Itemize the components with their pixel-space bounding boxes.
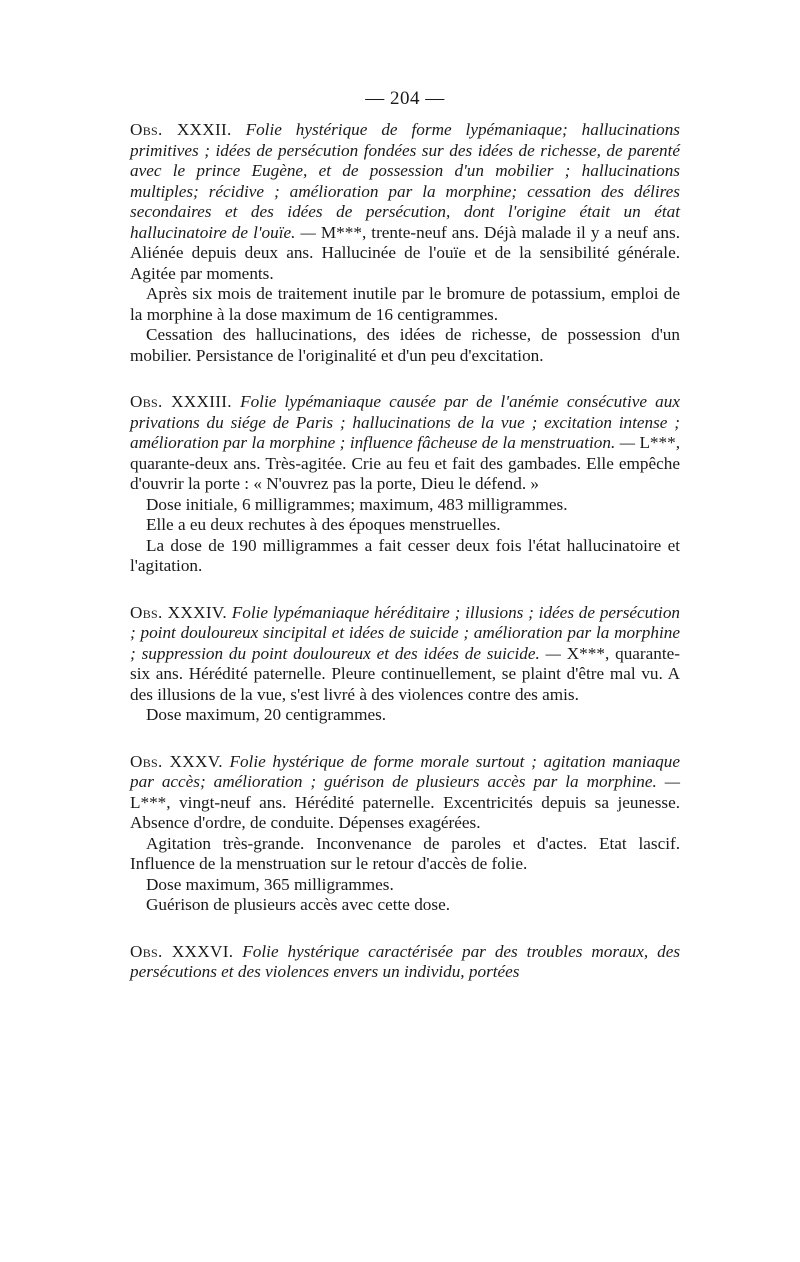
observation-35-first-paragraph	[130, 752, 680, 834]
page-number: — 204 —	[365, 88, 445, 109]
observation-32-first-paragraph	[130, 120, 680, 284]
observation-33	[130, 392, 680, 577]
observation-33-paragraph: Elle a eu deux rechutes à des époques menstruelles.	[146, 515, 501, 534]
observation-35-paragraph: Guérison de plusieurs accès avec cette dose.	[146, 895, 450, 914]
observation-33-first-paragraph	[130, 392, 680, 495]
observation-32-text: M***, trente-neuf ans. Déjà malade il y a neuf ans. Aliénée depuis deux ans. Hallucinée de l'ouïe et de la sensibilité générale. Agitée par moments.	[130, 222, 681, 283]
observation-33-title: Folie lypémaniaque causée par de l'anémie consécutive aux privations du siége de Paris ; hallucinations de la vue ; excitation intense ; amélioration par la morphine ; influence fâcheuse de la menstruation. —	[130, 392, 680, 452]
observation-34	[130, 603, 680, 726]
observation-32-label: Obs. XXXII.	[130, 120, 232, 139]
observation-33-text: L***, quarante-deux ans. Très-agitée. Crie au feu et fait des gambades. Elle empêche d'ouvrir la porte : « N'ouvrez pas la porte, Dieu le défend. »	[130, 433, 681, 493]
observation-35-label: Obs. XXXV.	[130, 751, 223, 771]
observation-35-paragraph: Agitation très-grande. Inconvenance de paroles et d'actes. Etat lascif. Influence de la menstruation sur le retour d'accès de folie.	[130, 833, 680, 873]
observation-35-title: Folie hystérique de forme morale surtout ; agitation maniaque par accès; amélioration ; guérison de plusieurs accès par la morphine. —	[130, 751, 680, 791]
observation-35-text: L***, vingt-neuf ans. Hérédité paternelle. Excentricités depuis sa jeunesse. Absence d'ordre, de conduite. Dépenses exagérées.	[130, 792, 680, 832]
observation-32	[130, 120, 680, 366]
observation-36	[130, 942, 680, 983]
observation-34-paragraph: Dose maximum, 20 centigrammes.	[146, 705, 387, 724]
observation-36-label: Obs. XXXVI.	[130, 941, 234, 961]
observation-34-first-paragraph	[130, 603, 680, 706]
observation-36-title: Folie hystérique caractérisée par des troubles moraux, des persécutions et des violences envers un individu, portées	[130, 941, 681, 981]
observation-35	[130, 752, 680, 916]
observation-32-paragraph: Cessation des hallucinations, des idées de richesse, de possession d'un mobilier. Persistance de l'originalité et d'un peu d'excitation.	[130, 325, 680, 365]
observation-35-paragraph: Dose maximum, 365 milligrammes.	[146, 874, 394, 894]
observation-34-text: X***, quarante-six ans. Hérédité paternelle. Pleure continuellement, se plaint d'être mal vu. A des illusions de la vue, s'est livré à des violences contre des amis.	[130, 643, 680, 704]
observation-34-label: Obs. XXXIV.	[130, 602, 227, 622]
observation-33-paragraph: La dose de 190 milligrammes a fait cesser deux fois l'état hallucinatoire et l'agitation.	[130, 535, 680, 575]
observation-32-title: Folie hystérique de forme lypémaniaque; hallucinations primitives ; idées de persécution fondées sur des idées de richesse, de parenté avec le prince Eugène, et de possession d'un mobilier ; hallucinations multiples; récidive ; amélioration par la morphine; cessation des délires secondaires et des idées de persécution, dont l'origine était un état hallucinatoire de l'ouïe. —	[130, 120, 680, 242]
page	[130, 88, 680, 983]
observation-33-label: Obs. XXXIII.	[130, 392, 232, 411]
observation-36-first-paragraph	[130, 942, 680, 983]
observation-32-paragraph: Après six mois de traitement inutile par le bromure de potassium, emploi de la morphine à la dose maximum de 16 centigrammes.	[130, 284, 680, 324]
observation-34-title: Folie lypémaniaque héréditaire ; illusions ; idées de persécution ; point douloureux sincipital et idées de suicide ; amélioration par la morphine ; suppression du point douloureux et des idées de suicide. —	[130, 602, 681, 663]
observation-33-paragraph: Dose initiale, 6 milligrammes; maximum, 483 milligrammes.	[146, 494, 568, 514]
